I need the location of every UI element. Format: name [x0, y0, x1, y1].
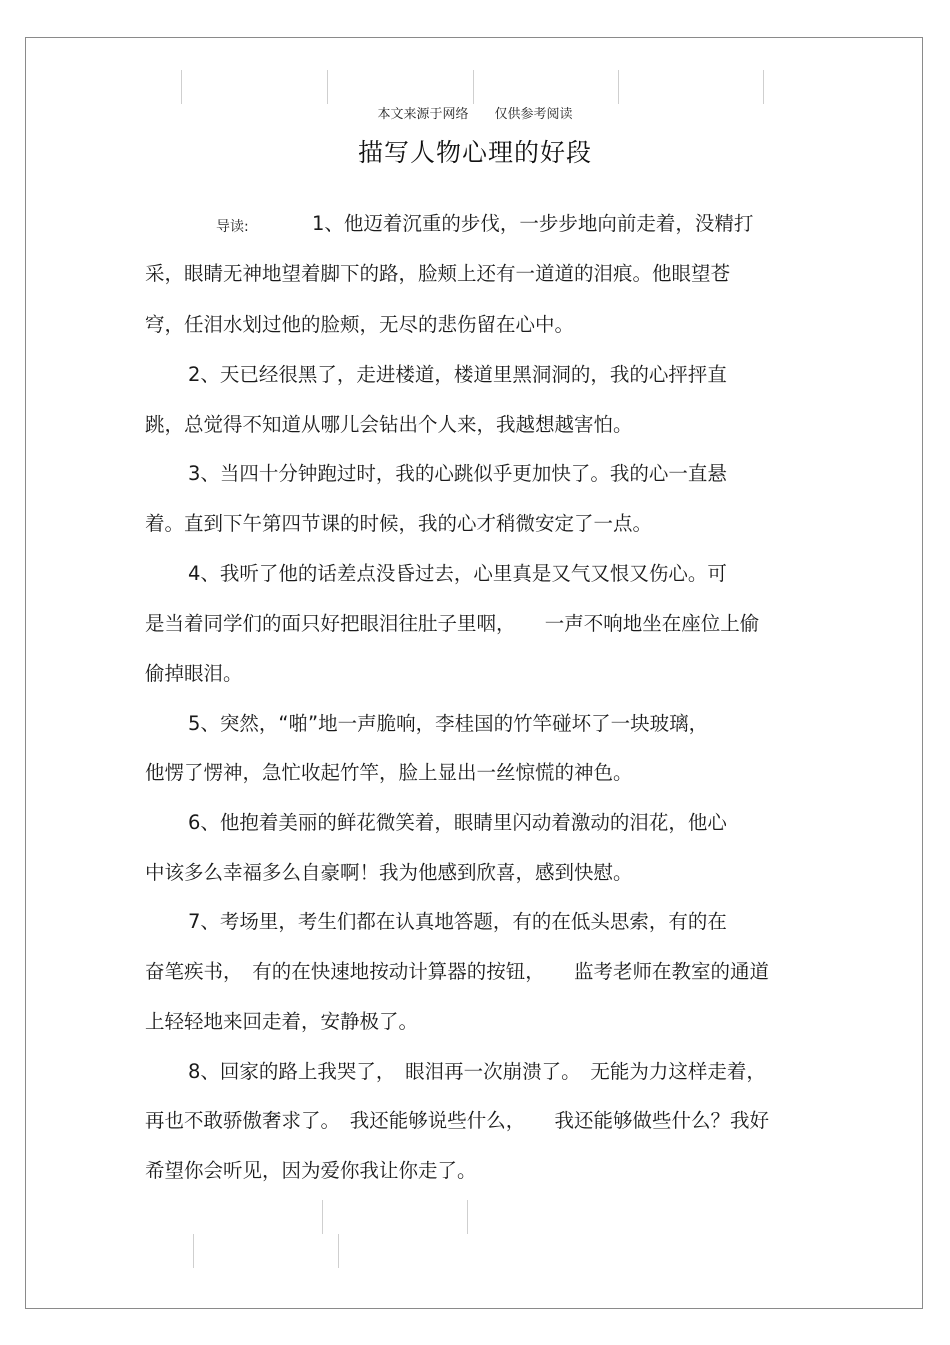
- paragraph-line: 8、回家的路上我哭了， 眼泪再一次崩溃了。 无能为力这样走着，: [188, 1060, 766, 1083]
- paragraph-line: 3、当四十分钟跑过时，我的心跳似乎更加快了。我的心一直悬: [188, 462, 727, 485]
- paragraph-line: 4、我听了他的话差点没昏过去，心里真是又气又恨又伤心。可: [188, 562, 727, 585]
- reference-note: 仅供参考阅读: [494, 107, 573, 122]
- paragraph-line: 2、天已经很黑了，走进楼道，楼道里黑洞洞的，我的心抨抨直: [188, 363, 727, 386]
- lead-label: 导读:: [216, 219, 249, 235]
- paragraph-line: 6、他抱着美丽的鲜花微笑着，眼睛里闪动着激动的泪花，他心: [188, 811, 727, 834]
- paragraph-line: 1、他迈着沉重的步伐，一步步地向前走着，没精打: [312, 212, 754, 235]
- decorative-tick: [763, 70, 764, 104]
- paragraph-line: 再也不敢骄傲奢求了。 我还能够说些什么， 我还能够做些什么？我好: [145, 1109, 770, 1132]
- paragraph-line: 是当着同学们的面只好把眼泪往肚子里咽， 一声不响地坐在座位上偷: [145, 612, 760, 635]
- decorative-tick: [467, 1200, 468, 1234]
- decorative-tick: [327, 70, 328, 104]
- decorative-tick: [473, 70, 474, 104]
- paragraph-line: 7、考场里，考生们都在认真地答题，有的在低头思索，有的在: [188, 910, 727, 933]
- paragraph-line: 5、突然，“啪”地一声脆响，李桂国的竹竿碰坏了一块玻璃，: [188, 712, 709, 735]
- paragraph-line: 采，眼睛无神地望着脚下的路，脸颊上还有一道道的泪痕。他眼望苍: [145, 262, 731, 285]
- paragraph-line: 偷掉眼泪。: [145, 662, 243, 685]
- decorative-tick: [181, 70, 182, 104]
- decorative-tick: [322, 1200, 323, 1234]
- decorative-tick: [193, 1234, 194, 1268]
- decorative-tick: [338, 1234, 339, 1268]
- paragraph-line: 奋笔疾书， 有的在快速地按动计算器的按钮， 监考老师在教室的通道: [145, 960, 770, 983]
- paragraph-line: 中该多么幸福多么自豪啊！我为他感到欣喜，感到快慰。: [145, 861, 633, 884]
- paragraph-line: 希望你会听见，因为爱你我让你走了。: [145, 1159, 477, 1182]
- paragraph-line: 跳，总觉得不知道从哪儿会钻出个人来，我越想越害怕。: [145, 413, 633, 436]
- paragraph-line: 着。直到下午第四节课的时候，我的心才稍微安定了一点。: [145, 512, 653, 535]
- paragraph-line: 他愣了愣神，急忙收起竹竿，脸上显出一丝惊慌的神色。: [145, 761, 633, 784]
- header-note: [0, 103, 950, 122]
- document-title: 描写人物心理的好段: [357, 138, 592, 167]
- paragraph-line: 上轻轻地来回走着，安静极了。: [145, 1010, 419, 1033]
- paragraph-line: 穹，任泪水划过他的脸颊，无尽的悲伤留在心中。: [145, 313, 575, 336]
- decorative-tick: [618, 70, 619, 104]
- source-note: 本文来源于网络: [377, 107, 469, 122]
